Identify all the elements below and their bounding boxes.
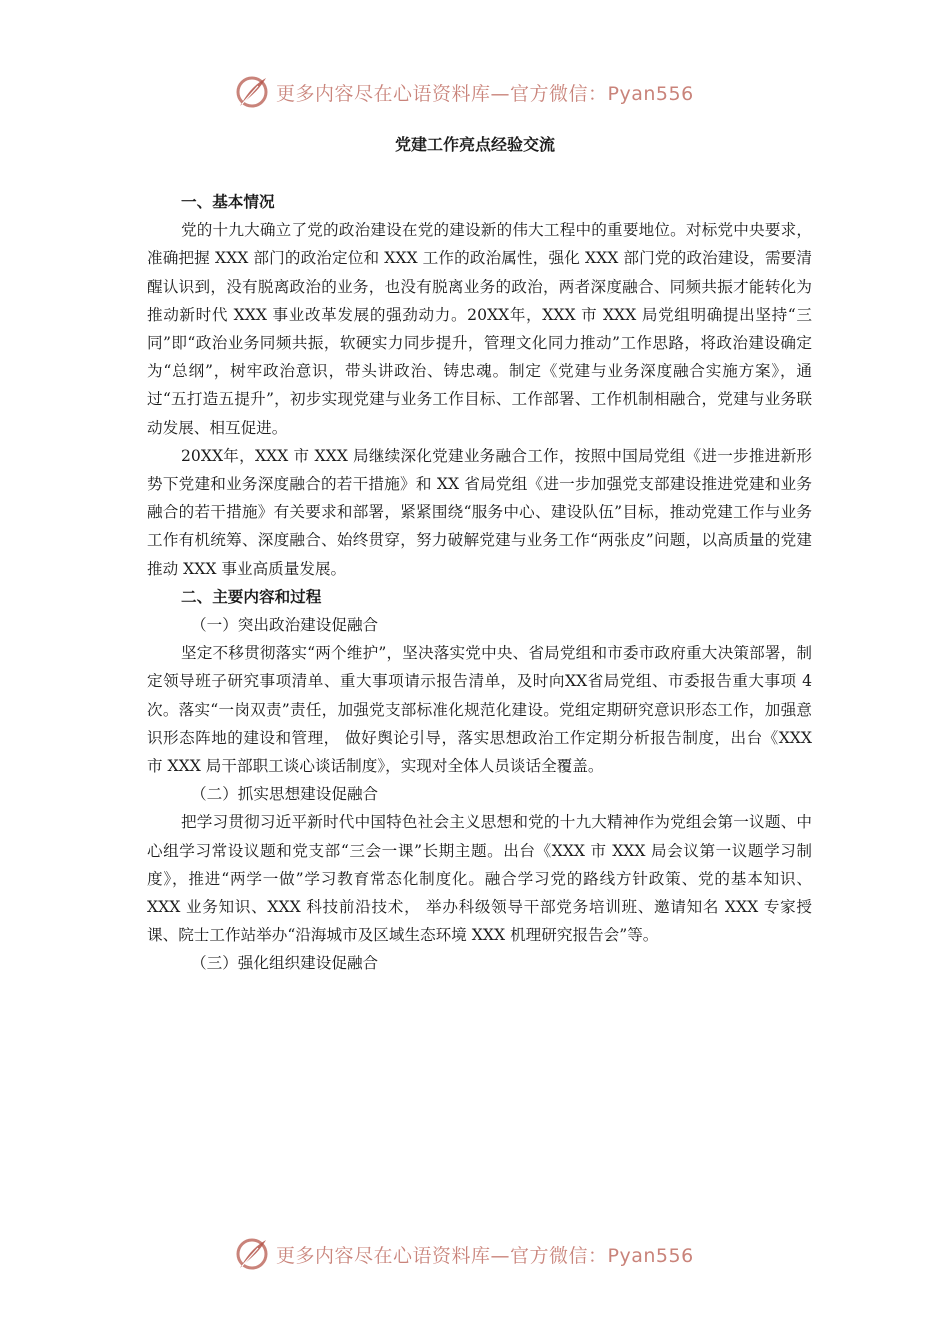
paragraph: 坚定不移贯彻落实“两个维护”，坚决落实党中央、省局党组和市委市政府重大决策部署，制定领导班子研究事项清单、重大事项请示报告清单，及时向XX省局党组、市委报告重大事项 4 次。落实“一岗双责”责任，加强党支部标准化规范化建设。党组定期研究意识形态工作，加强意识形态阵地的建设和管理， 做好舆论引导，落实思想政治工作定期分析报告制度，出台《XXX 市 XXX 局干部职工谈心谈话制度》，实现对全体人员谈话全覆盖。 bbox=[147, 644, 812, 776]
watermark-header bbox=[232, 72, 694, 112]
feather-logo-icon bbox=[232, 1234, 272, 1274]
watermark-footer bbox=[232, 1234, 694, 1274]
subsection-heading: （二）抓实思想建设促融合 bbox=[191, 785, 379, 804]
paragraph: 把学习贯彻习近平新时代中国特色社会主义思想和党的十九大精神作为党组会第一议题、中心组学习常设议题和党支部“三会一课”长期主题。出台《XXX 市 XXX 局会议第一议题学习制度》，推进“两学一做”学习教育常态化制度化。融合学习党的路线方针政策、党的基本知识、XXX 业务知识、XXX 科技前沿技术， 举办科级领导干部党务培训班、邀请知名 XXX 专家授课、院士工作站举办“沿海城市及区域生态环境 XXX 机理研究报告会”等。 bbox=[147, 813, 812, 945]
subsection-heading: （一）突出政治建设促融合 bbox=[191, 616, 379, 635]
paragraph: 20XX年，XXX 市 XXX 局继续深化党建业务融合工作，按照中国局党组《进一步推进新形势下党建和业务深度融合的若干措施》和 XX 省局党组《进一步加强党支部建设推进党建和业务融合的若干措施》有关要求和部署，紧紧围绕“服务中心、建设队伍”目标，推动党建工作与业务工作有机统筹、深度融合、始终贯穿，努力破解党建与业务工作“两张皮”问题，以高质量的党建推动 XXX 事业高质量发展。 bbox=[147, 446, 812, 578]
section-heading: 一、基本情况 bbox=[181, 193, 275, 211]
section-heading: 二、主要内容和过程 bbox=[181, 587, 322, 606]
subsection-heading: （三）强化组织建设促融合 bbox=[191, 954, 379, 973]
feather-logo-icon bbox=[232, 72, 272, 112]
document-title: 党建工作亮点经验交流 bbox=[394, 135, 555, 154]
document-body bbox=[147, 188, 812, 978]
watermark-text: 更多内容尽在心语资料库—官方微信：Pyan556 bbox=[276, 82, 694, 105]
paragraph: 党的十九大确立了党的政治建设在党的建设新的伟大工程中的重要地位。对标党中央要求，准确把握 XXX 部门的政治定位和 XXX 工作的政治属性，强化 XXX 部门党的政治建设，需要清醒认识到，没有脱离政治的业务，也没有脱离业务的政治，两者深度融合、同频共振才能转化为推动新时代 XXX 事业改革发展的强劲动力。20XX年，XXX 市 XXX 局党组明确提出坚持“三同”即“政治业务同频共振，软硬实力同步提升，管理文化同力推动”工作思路，将政治建设确定为“总纲”，树牢政治意识，带头讲政治、铸忠魂。制定《党建与业务深度融合实施方案》，通过“五打造五提升”，初步实现党建与业务工作目标、工作部署、工作机制相融合，党建与业务联动发展、相互促进。 bbox=[147, 221, 812, 437]
watermark-text: 更多内容尽在心语资料库—官方微信：Pyan556 bbox=[276, 1244, 694, 1267]
